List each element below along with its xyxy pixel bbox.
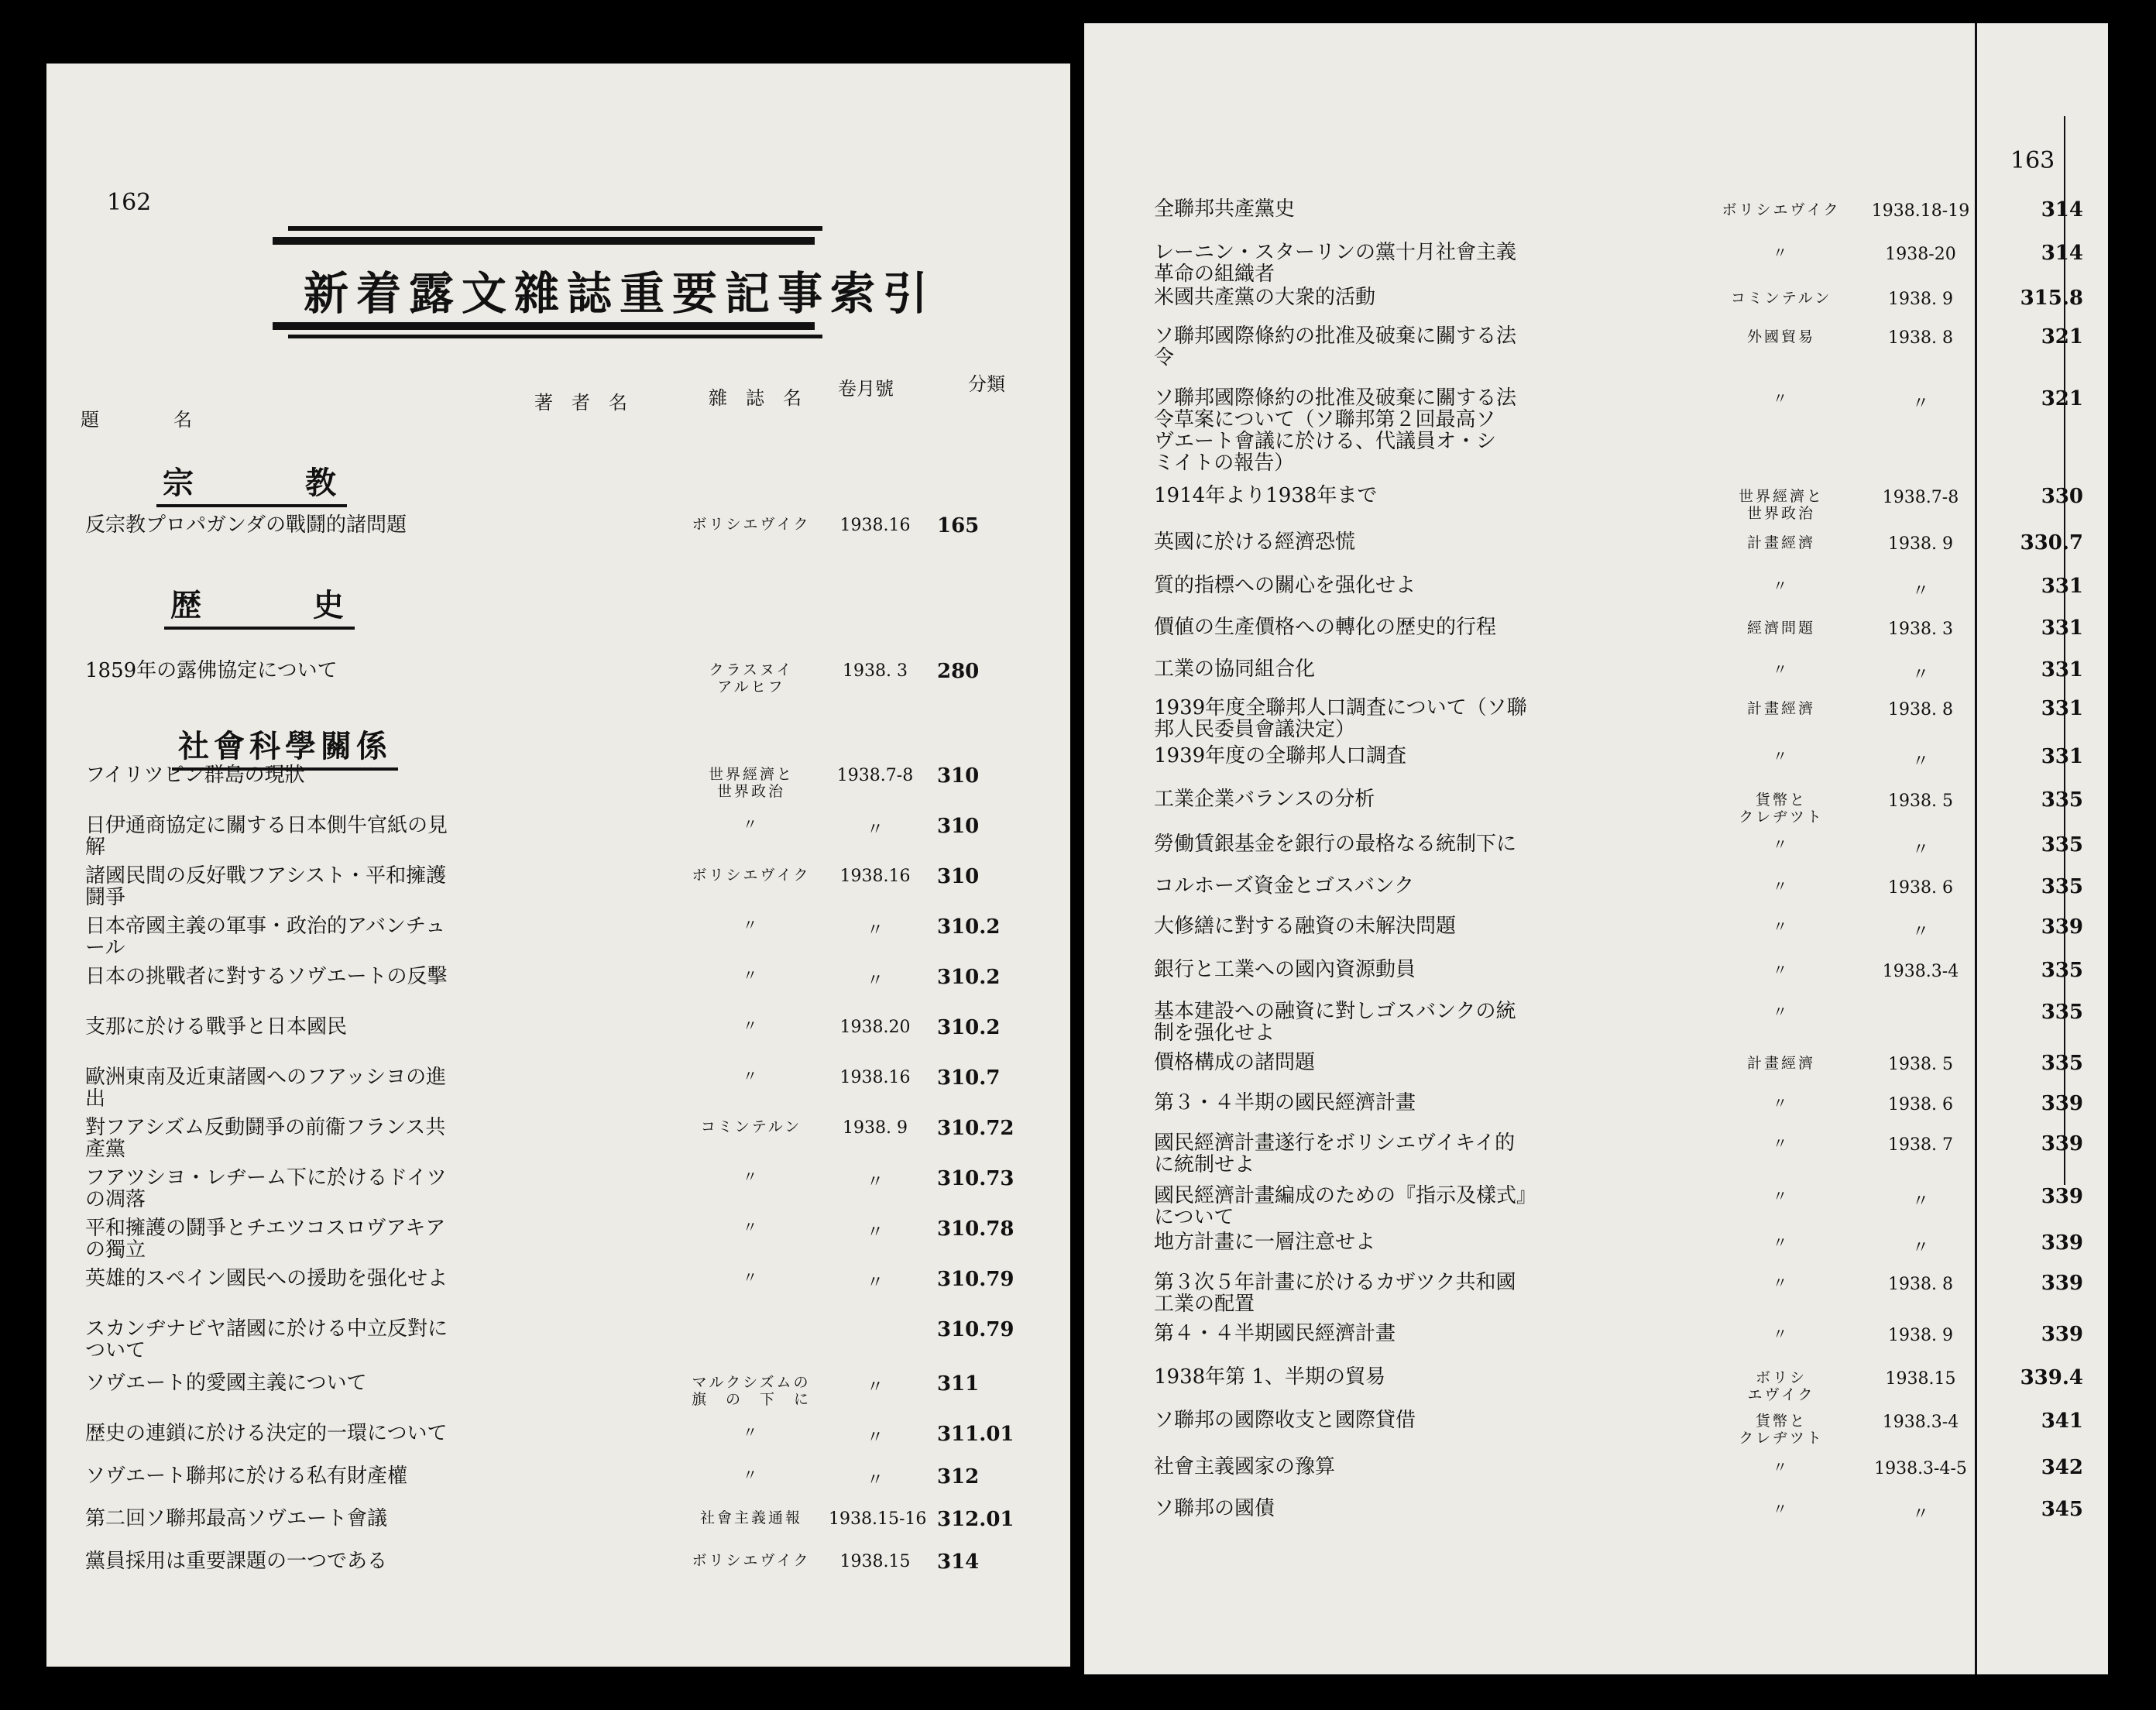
journal-name: 〃 [1772, 878, 1790, 895]
section-history: 歴 史 [170, 581, 348, 625]
entry-title: ソ聯邦國際條約の批准及破棄に關する法 令草案について（ソ聯邦第２回最高ソ ヴエート會議に於ける、代議員オ・シ ミイトの報告） [1154, 386, 1517, 475]
classification-number: 314 [2041, 242, 2083, 265]
classification-number: 310.79 [937, 1318, 1014, 1341]
entry-title: 社會主義國家の豫算 [1154, 1455, 1336, 1478]
entry-title: スカンヂナビヤ諸國に於ける中立反對に ついて [85, 1317, 448, 1362]
table-row [46, 1465, 1070, 1512]
journal-name: 〃 [1772, 578, 1790, 595]
classification-number: 310.2 [937, 915, 1001, 939]
classification-number: 310.73 [937, 1167, 1014, 1190]
classification-number: 310.79 [937, 1268, 1014, 1291]
issue-date: 〃 [866, 1428, 884, 1447]
journal-name: 〃 [742, 1219, 760, 1236]
table-row [1084, 1366, 2108, 1413]
classification-number: 339 [2041, 1323, 2083, 1346]
journal-name: マルクシズムの 旗 の 下 に [691, 1374, 811, 1408]
journal-name: 社會主義通報 [699, 1509, 802, 1526]
issue-date: 1938.7-8 [1882, 488, 1959, 507]
journal-name: 〃 [1772, 1234, 1790, 1252]
entry-title: ソ聯邦の國債 [1154, 1497, 1275, 1520]
journal-name: 世界經濟と 世界政治 [1738, 488, 1824, 522]
classification-number: 312 [937, 1465, 980, 1489]
issue-date: 1938.16 [839, 1068, 911, 1087]
journal-name: 外國貿易 [1746, 328, 1815, 345]
classification-number: 339 [2041, 915, 2083, 939]
journal-name: ボリシエヴイク [1722, 201, 1841, 218]
journal-name: 〃 [1772, 1004, 1790, 1021]
entry-title: 價値の生產價格への轉化の歴史的行程 [1154, 616, 1497, 639]
issue-date: 1938. 7 [1888, 1135, 1953, 1155]
page-number: 163 [2010, 147, 2055, 174]
entry-title: フイリツピン群島の現狀 [85, 764, 305, 787]
classification-number: 321 [2041, 325, 2083, 349]
entry-title: 日伊通商協定に關する日本側牛官紙の見 解 [85, 814, 448, 859]
entry-title: 價格構成の諸問題 [1154, 1051, 1316, 1074]
journal-name: 〃 [1772, 1275, 1790, 1292]
entry-title: 1939年度の全聯邦人口調査 [1154, 744, 1407, 767]
entry-title: 日本帝國主義の軍事・政治的アバンチュ ール [85, 915, 446, 960]
issue-date: 〃 [866, 1223, 884, 1242]
issue-date: 〃 [866, 820, 884, 840]
classification-number: 331 [2041, 697, 2083, 720]
classification-number: 335 [2041, 875, 2083, 898]
journal-name: 〃 [1772, 1326, 1790, 1343]
entry-title: ソヴエート的愛國主義について [85, 1372, 367, 1395]
issue-date: 1938-20 [1885, 245, 1956, 264]
entry-title: コルホーズ資金とゴスバンク [1154, 874, 1415, 898]
issue-date: 〃 [1911, 1192, 1929, 1211]
issue-date: 1938.20 [839, 1018, 911, 1037]
table-row [46, 815, 1070, 861]
table-row [1084, 697, 2108, 743]
table-row [46, 1167, 1070, 1214]
entry-title: ソヴエート聯邦に於ける私有財產權 [85, 1464, 408, 1488]
classification-number: 335 [2041, 1001, 2083, 1024]
table-row [1084, 531, 2108, 578]
entry-title: ソ聯邦の國際收支と國際貸借 [1154, 1409, 1416, 1432]
issue-date: 〃 [866, 1273, 884, 1293]
issue-date: 〃 [1911, 582, 1929, 601]
issue-date: 1938. 8 [1888, 328, 1953, 348]
issue-date: 1938.7-8 [836, 766, 914, 785]
entry-title: 歐洲東南及近東諸國へのフアッシヨの進 出 [85, 1066, 447, 1111]
issue-date: 1938.16 [839, 516, 911, 535]
title-block [273, 226, 936, 342]
classification-number: 335 [2041, 1052, 2083, 1075]
journal-name: 〃 [742, 1068, 760, 1085]
classification-number: 339.4 [2020, 1366, 2083, 1389]
classification-number: 315.8 [2020, 287, 2083, 310]
issue-date: 〃 [1911, 1505, 1929, 1524]
table-row [46, 915, 1070, 962]
journal-name: ボリシ エヴイク [1747, 1369, 1815, 1403]
issue-date: 1938.15 [839, 1552, 911, 1571]
page-number: 162 [107, 189, 152, 216]
issue-date: 1938. 6 [1888, 1095, 1953, 1114]
table-row [46, 1508, 1070, 1554]
journal-name: 貨幣と クレヂツト [1739, 1413, 1824, 1447]
table-row [1084, 242, 2108, 288]
issue-date: 1938.3-4 [1882, 962, 1959, 981]
table-row [1084, 325, 2108, 372]
entry-title: 1859年の露佛協定について [85, 659, 338, 682]
journal-name: コミンテルン [700, 1118, 802, 1135]
issue-date: 〃 [1911, 394, 1929, 414]
entry-title: 國民經濟計畫遂行をボリシエヴイキイ的 に統制せよ [1154, 1131, 1516, 1176]
table-row [1084, 745, 2108, 791]
table-row [1084, 1001, 2108, 1047]
journal-name: 〃 [1772, 836, 1790, 853]
entry-title: 大修繕に對する融資の未解決問題 [1154, 915, 1457, 938]
classification-number: 310.72 [937, 1117, 1014, 1140]
classification-number: 331 [2041, 575, 2083, 598]
issue-date: 1938.16 [839, 867, 911, 886]
table-row [1084, 1410, 2108, 1456]
issue-date: 〃 [1911, 752, 1929, 771]
issue-date: 1938. 9 [843, 1118, 908, 1138]
entry-title: 日本の挑戰者に對するソヴエートの反擊 [85, 965, 448, 988]
classification-number: 312.01 [937, 1508, 1014, 1531]
classification-number: 280 [937, 660, 980, 683]
entry-title: 工業の協同組合化 [1154, 658, 1316, 681]
classification-number: 339 [2041, 1185, 2083, 1208]
table-row [46, 1016, 1070, 1063]
entry-title: 平和擁護の鬪爭とチエツコスロヴアキア の獨立 [85, 1217, 446, 1262]
classification-number: 310.2 [937, 966, 1001, 989]
journal-name: 〃 [1772, 1188, 1790, 1205]
classification-number: 310.78 [937, 1217, 1014, 1241]
table-row [1084, 485, 2108, 531]
table-row [1084, 915, 2108, 962]
entry-title: 諸國民間の反好戰フアシスト・平和擁護 鬪爭 [85, 864, 447, 909]
issue-date: 〃 [866, 1378, 884, 1397]
journal-name: 〃 [742, 967, 760, 984]
issue-date: 1938. 9 [1888, 1326, 1953, 1345]
classification-number: 311.01 [937, 1423, 1014, 1446]
journal-name: 〃 [1772, 1501, 1790, 1518]
table-row [46, 1268, 1070, 1314]
classification-number: 342 [2041, 1456, 2083, 1479]
page-title: 新着露文雜誌重要記事索引 [304, 267, 936, 320]
entry-title: 英國に於ける經濟恐慌 [1154, 531, 1356, 554]
journal-name: 貨幣と クレヂツト [1739, 791, 1824, 826]
issue-date: 〃 [1911, 840, 1929, 860]
classification-number: 341 [2041, 1410, 2083, 1433]
header-issue: 卷月號 [838, 378, 894, 400]
issue-date: 〃 [1911, 922, 1929, 942]
table-row [46, 1550, 1070, 1597]
issue-date: 〃 [866, 1173, 884, 1192]
classification-number: 339 [2041, 1132, 2083, 1155]
issue-date: 1938. 3 [843, 661, 908, 681]
issue-date: 1938. 5 [1888, 1055, 1953, 1074]
table-row [1084, 616, 2108, 663]
issue-date: 〃 [1911, 1238, 1929, 1258]
entry-title: レーニン・スターリンの黨十月社會主義 革命の組織者 [1154, 241, 1517, 286]
classification-number: 335 [2041, 833, 2083, 857]
entry-title: 工業企業バランスの分析 [1154, 788, 1375, 811]
entry-title: 地方計畫に一層注意せよ [1154, 1231, 1376, 1254]
entry-title: 第４・４半期國民經濟計畫 [1154, 1322, 1396, 1345]
entry-title: 1914年より1938年まで [1154, 484, 1378, 507]
table-row [1084, 788, 2108, 835]
classification-number: 339 [2041, 1092, 2083, 1115]
table-row [46, 514, 1070, 561]
journal-name: コミンテルン [1730, 290, 1832, 307]
table-row [1084, 1185, 2108, 1231]
classification-number: 345 [2041, 1498, 2083, 1521]
journal-name: 計畫經濟 [1746, 534, 1815, 551]
entry-title: 質的指標への關心を强化せよ [1154, 574, 1416, 597]
table-row [1084, 833, 2108, 880]
journal-name: 〃 [1772, 1459, 1790, 1476]
journal-name: 〃 [1772, 661, 1790, 678]
table-row [46, 1423, 1070, 1469]
issue-date: 1938.3-4 [1882, 1413, 1959, 1432]
journal-name: 〃 [1772, 390, 1790, 407]
entry-title: 反宗教プロパガンダの戰鬪的諸問題 [85, 513, 407, 537]
header-title: 題 名 [81, 409, 192, 431]
issue-date: 〃 [866, 971, 884, 991]
issue-date: 1938.3-4-5 [1874, 1459, 1967, 1478]
journal-name: 〃 [1772, 962, 1790, 979]
journal-name: 〃 [742, 917, 760, 934]
classification-number: 310 [937, 764, 980, 788]
classification-number: 335 [2041, 959, 2083, 982]
journal-name: クラスヌイ アルヒフ [709, 661, 794, 695]
entry-title: 勞働賃銀基金を銀行の最格なる統制下に [1154, 833, 1517, 856]
issue-date: 1938. 8 [1888, 1275, 1953, 1294]
table-row [1084, 198, 2108, 245]
issue-date: 1938. 3 [1888, 620, 1953, 639]
section-religion: 宗 教 [163, 458, 341, 503]
journal-name: ボリシエヴイク [692, 516, 811, 533]
journal-name: 〃 [742, 1018, 760, 1035]
table-row [46, 865, 1070, 912]
table-row [1084, 1272, 2108, 1318]
classification-number: 321 [2041, 387, 2083, 410]
classification-number: 331 [2041, 745, 2083, 768]
table-row [1084, 1456, 2108, 1502]
entry-title: 米國共產黨の大衆的活動 [1154, 286, 1376, 309]
entry-title: 第３次５年計畫に於けるカザツク共和國 工業の配置 [1154, 1271, 1516, 1316]
issue-date: 〃 [866, 921, 884, 940]
table-row [1084, 386, 2108, 475]
classification-number: 165 [937, 514, 980, 537]
classification-number: 330 [2041, 485, 2083, 508]
entry-title: 1939年度全聯邦人口調査について（ソ聯 邦人民委員會議決定） [1154, 696, 1527, 741]
table-row [46, 966, 1070, 1012]
table-row [46, 1066, 1070, 1113]
table-row [1084, 575, 2108, 621]
entry-title: 黨員採用は重要課題の一つである [85, 1550, 388, 1573]
journal-name: 〃 [1772, 748, 1790, 765]
table-row [46, 1372, 1070, 1419]
entry-title: 全聯邦共產黨史 [1154, 197, 1296, 221]
classification-number: 310 [937, 815, 980, 838]
issue-date: 〃 [1911, 665, 1929, 685]
table-row [1084, 1498, 2108, 1544]
classification-number: 311 [937, 1372, 980, 1396]
table-row [1084, 959, 2108, 1005]
journal-name: 〃 [742, 816, 760, 833]
journal-name: ボリシエヴイク [692, 1552, 811, 1569]
issue-date: 1938.18-19 [1871, 201, 1970, 221]
journal-name: 〃 [742, 1169, 760, 1186]
table-row [46, 1318, 1070, 1365]
header-author: 著 者 名 [534, 392, 627, 414]
classification-number: 310 [937, 865, 980, 888]
entry-title: 基本建設への融資に對しゴスバンクの統 制を强化せよ [1154, 1000, 1516, 1045]
classification-number: 310.2 [937, 1016, 1001, 1039]
entry-title: 歴史の連鎖に於ける決定的一環について [85, 1422, 448, 1445]
classification-number: 330.7 [2020, 531, 2083, 555]
journal-name: ボリシエヴイク [692, 867, 811, 884]
entry-title: フアツシヨ・レヂーム下に於けるドイツ の凋落 [85, 1166, 447, 1211]
entry-title: 1938年第 1、半期の貿易 [1154, 1365, 1385, 1389]
classification-number: 339 [2041, 1231, 2083, 1255]
entry-title: 第二回ソ聯邦最高ソヴエート會議 [85, 1507, 388, 1530]
journal-name: 世界經濟と 世界政治 [708, 766, 794, 800]
journal-name: 〃 [742, 1467, 760, 1484]
classification-number: 331 [2041, 616, 2083, 640]
issue-date: 1938. 9 [1888, 534, 1953, 554]
issue-date: 1938.15 [1885, 1369, 1956, 1389]
issue-date: 〃 [866, 1471, 884, 1490]
classification-number: 335 [2041, 788, 2083, 812]
issue-date: 1938. 6 [1888, 878, 1953, 898]
journal-name: 〃 [742, 1424, 760, 1441]
journal-name: 經濟問題 [1746, 620, 1815, 637]
entry-title: 第３・４半期の國民經濟計畫 [1154, 1091, 1416, 1114]
classification-number: 331 [2041, 658, 2083, 682]
classification-number: 339 [2041, 1272, 2083, 1295]
left-page [46, 64, 1070, 1667]
journal-name: 〃 [1772, 1095, 1790, 1112]
issue-date: 1938.15-16 [829, 1509, 927, 1529]
table-row [1084, 1132, 2108, 1179]
issue-date: 1938. 5 [1888, 791, 1953, 811]
entry-title: 銀行と工業への國內資源動員 [1154, 958, 1416, 981]
table-row [46, 764, 1070, 811]
section-social-science: 社會科學關係 [178, 722, 392, 766]
journal-name: 計畫經濟 [1746, 1055, 1815, 1072]
table-row [1084, 1323, 2108, 1369]
table-row [46, 660, 1070, 706]
classification-number: 314 [2041, 198, 2083, 221]
issue-date: 1938. 9 [1888, 290, 1953, 309]
entry-title: 對フアシズム反動鬪爭の前衞フランス共 產黨 [85, 1116, 446, 1161]
header-classification: 分類 [968, 373, 1005, 395]
journal-name: 〃 [742, 1269, 760, 1286]
journal-name: 〃 [1772, 245, 1790, 262]
entry-title: ソ聯邦國際條約の批准及破棄に關する法 令 [1154, 324, 1517, 369]
journal-name: 〃 [1772, 1135, 1790, 1152]
table-row [46, 1217, 1070, 1264]
entry-title: 支那に於ける戰爭と日本國民 [85, 1015, 348, 1039]
classification-number: 314 [937, 1550, 980, 1574]
entry-title: 英雄的スペイン國民への援助を强化せよ [85, 1267, 448, 1290]
table-row [46, 1117, 1070, 1163]
journal-name: 〃 [1772, 919, 1790, 936]
entry-title: 國民經濟計畫編成のための『指示及樣式』 について [1154, 1184, 1537, 1229]
classification-number: 310.7 [937, 1066, 1001, 1090]
right-page [1084, 23, 2108, 1674]
journal-name: 計畫經濟 [1746, 700, 1815, 717]
issue-date: 1938. 8 [1888, 700, 1953, 719]
header-journal: 雜 誌 名 [709, 387, 802, 409]
